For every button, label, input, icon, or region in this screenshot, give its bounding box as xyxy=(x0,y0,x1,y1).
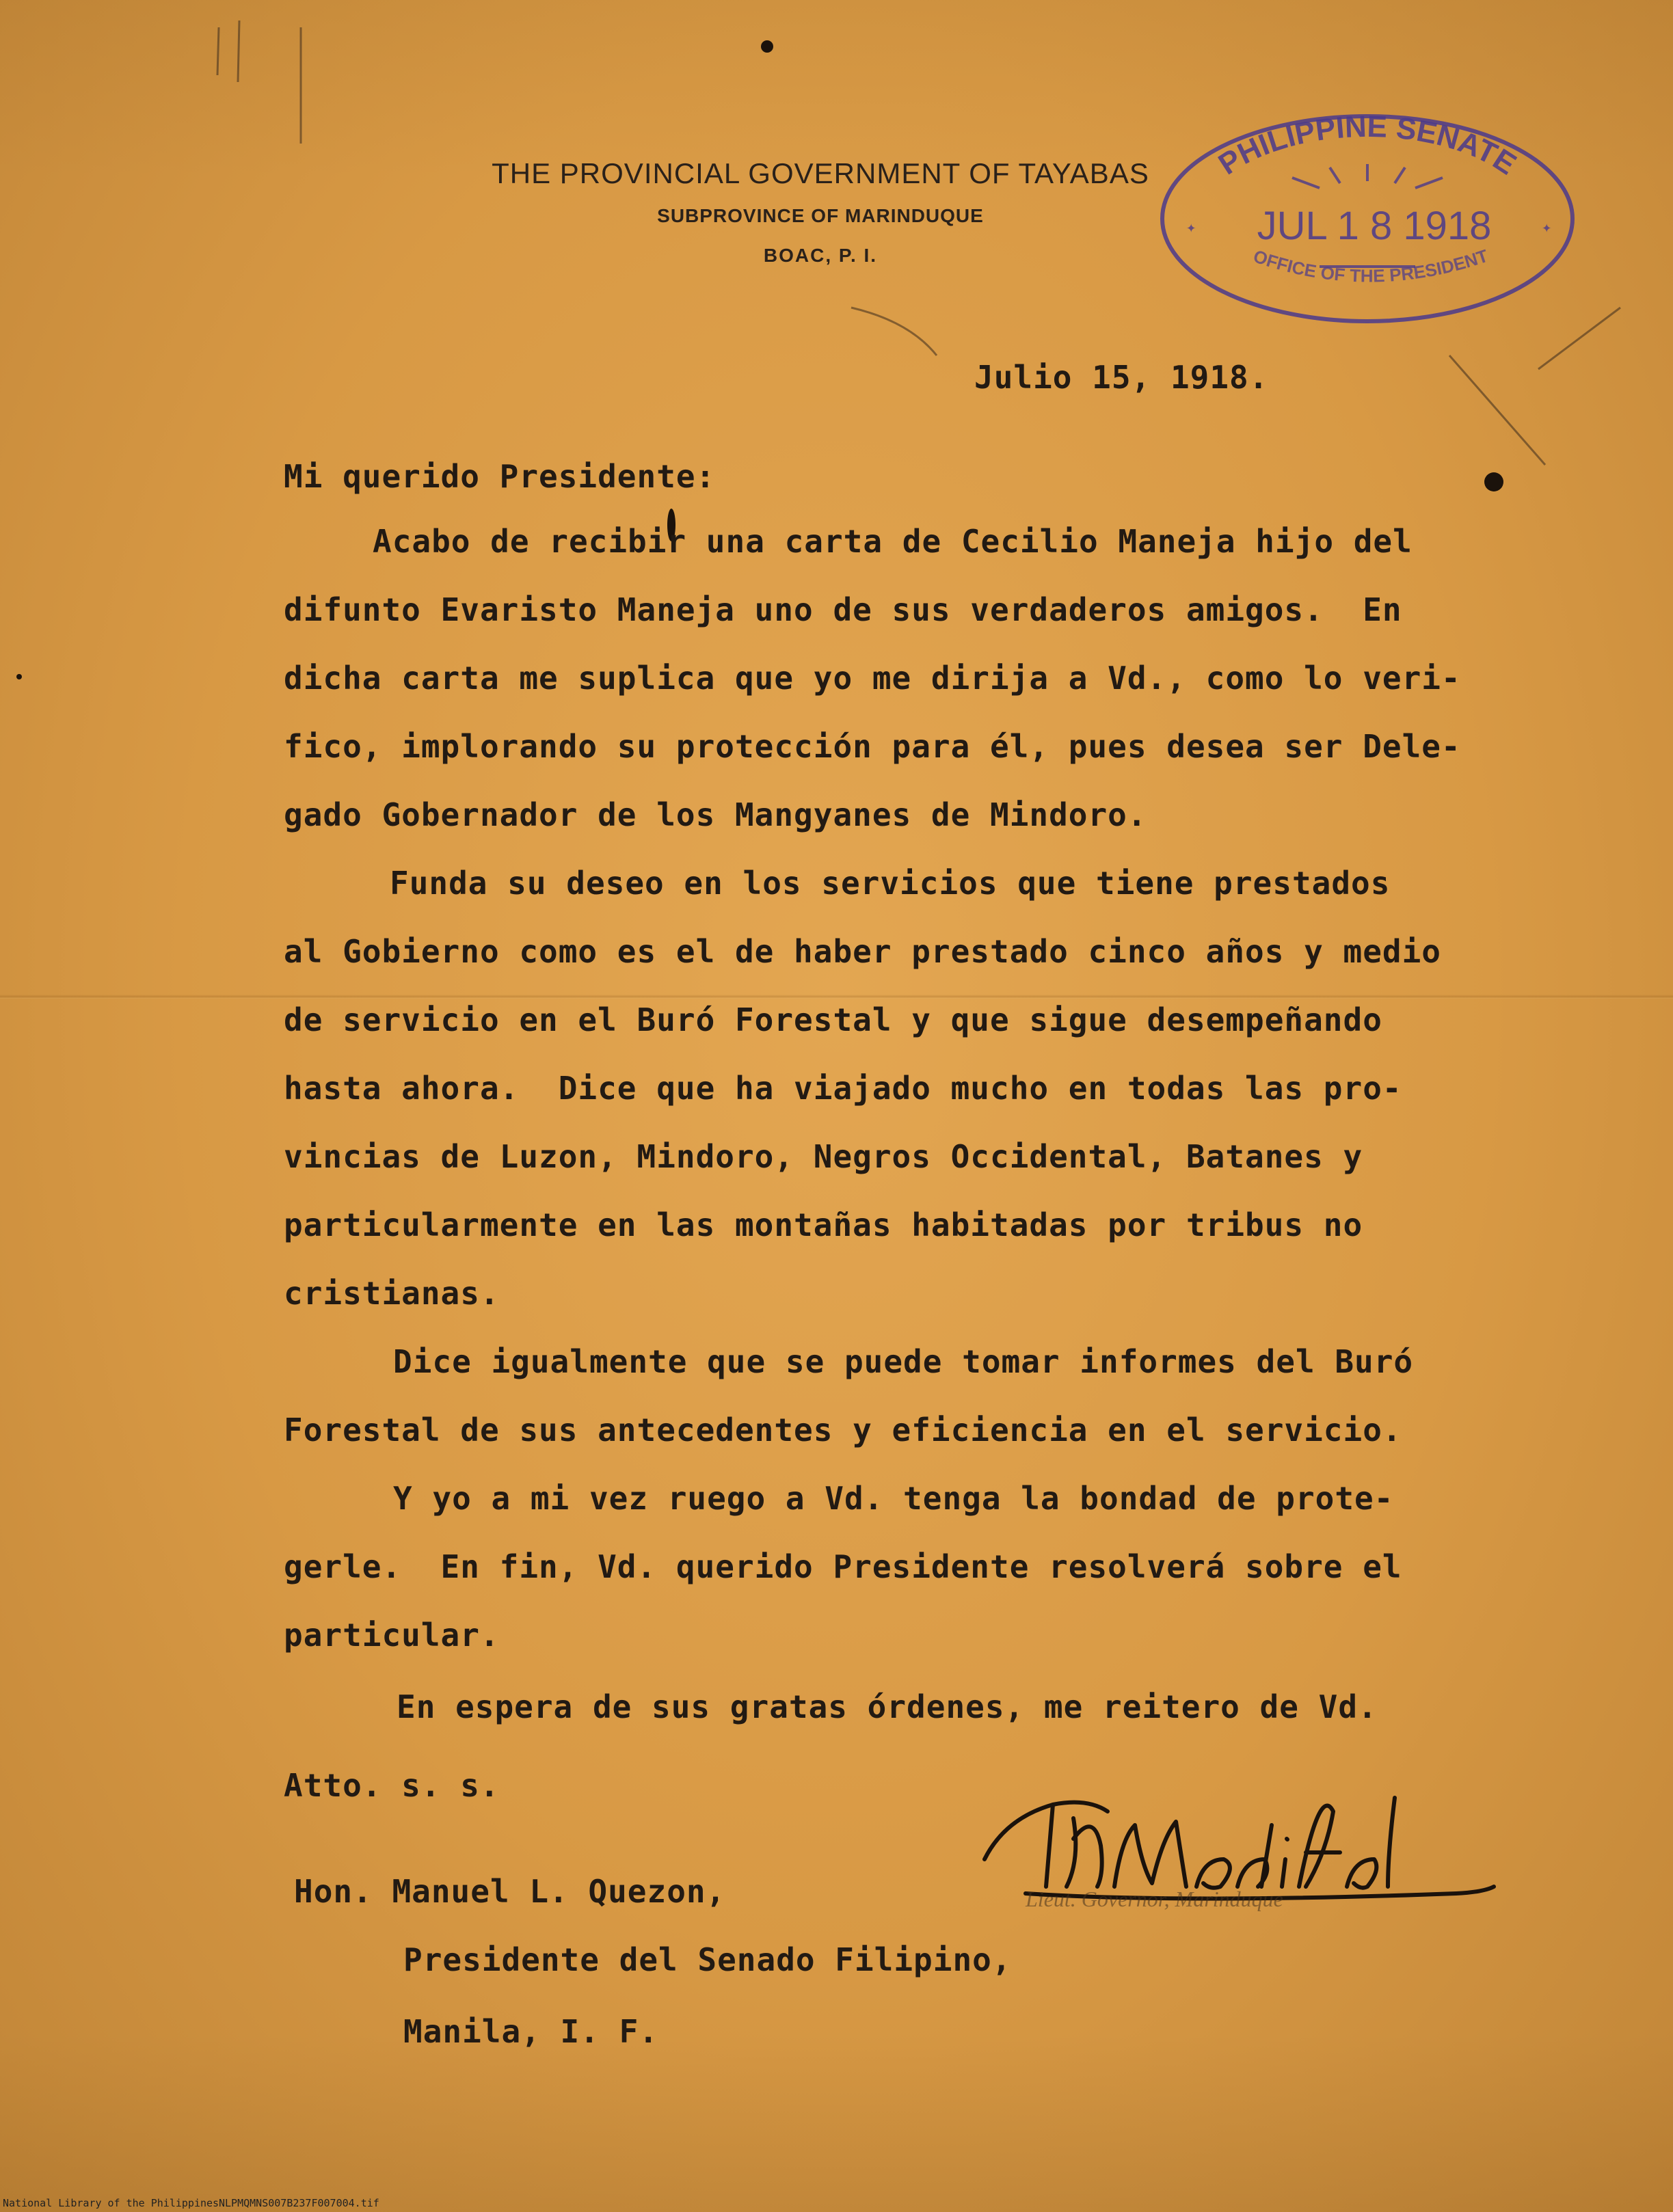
body-line: Acabo de recibir una carta de Cecilio Maneja hijo del xyxy=(373,523,1413,560)
body-line: al Gobierno como es el de haber prestado cinco años y medio xyxy=(284,933,1441,970)
stamp-date: JUL 1 8 1918 xyxy=(1257,204,1492,248)
received-stamp xyxy=(1149,109,1586,328)
body-line: En espera de sus gratas órdenes, me reitero de Vd. xyxy=(397,1688,1378,1725)
letter-date: Julio 15, 1918. xyxy=(974,359,1269,396)
addressee-line: Presidente del Senado Filipino, xyxy=(403,1941,1012,1978)
letter-closing: Atto. s. s. xyxy=(284,1767,500,1804)
body-line: Funda su deseo en los servicios que tiene prestados xyxy=(390,865,1391,902)
footer-library: National Library of the Philippines xyxy=(3,2197,219,2209)
letterhead-title: THE PROVINCIAL GOVERNMENT OF TAYABAS xyxy=(492,157,1149,189)
body-line: fico, implorando su protección para él, pues desea ser Dele- xyxy=(284,728,1461,765)
svg-text:✦: ✦ xyxy=(1542,217,1552,237)
signature-caption: Lieut. Governor, Marinduque xyxy=(1026,1887,1283,1911)
body-line: gerle. En fin, Vd. querido Presidente resolverá sobre el xyxy=(284,1548,1402,1585)
body-line: hasta ahora. Dice que ha viajado mucho en todas las pro- xyxy=(284,1070,1402,1107)
body-line: Forestal de sus antecedentes y eficiencia en el servicio. xyxy=(284,1412,1402,1448)
body-line: gado Gobernador de los Mangyanes de Mindoro. xyxy=(284,796,1147,833)
footer-filename: NLPMQMNS007B237F007004.tif xyxy=(219,2197,379,2209)
body-line: particular. xyxy=(284,1617,500,1654)
addressee-line: Hon. Manuel L. Quezon, xyxy=(294,1873,726,1910)
body-line: particularmente en las montañas habitadas por tribus no xyxy=(284,1206,1363,1243)
stamp-bottom-text: OFFICE OF THE PRESIDENT xyxy=(1250,245,1491,286)
stamp-top-text: PHILIPPINE SENATE xyxy=(1212,109,1523,182)
body-line: Dice igualmente que se puede tomar informes del Buró xyxy=(393,1343,1414,1380)
body-line: vincias de Luzon, Mindoro, Negros Occidental, Batanes y xyxy=(284,1138,1363,1175)
body-line: de servicio en el Buró Forestal y que sigue desempeñando xyxy=(284,1001,1382,1038)
body-line: dicha carta me suplica que yo me dirija a Vd., como lo veri- xyxy=(284,660,1461,697)
letterhead-city: BOAC, P. I. xyxy=(763,245,878,266)
letter-salutation: Mi querido Presidente: xyxy=(284,458,716,495)
addressee-line: Manila, I. F. xyxy=(403,2013,659,2050)
body-line: cristianas. xyxy=(284,1275,500,1312)
body-line: Y yo a mi vez ruego a Vd. tenga la bondad de prote- xyxy=(393,1480,1394,1517)
svg-text:✦: ✦ xyxy=(1186,217,1196,237)
letterhead-subtitle: SUBPROVINCE OF MARINDUQUE xyxy=(657,205,984,226)
body-line: difunto Evaristo Maneja uno de sus verdaderos amigos. En xyxy=(284,591,1402,628)
